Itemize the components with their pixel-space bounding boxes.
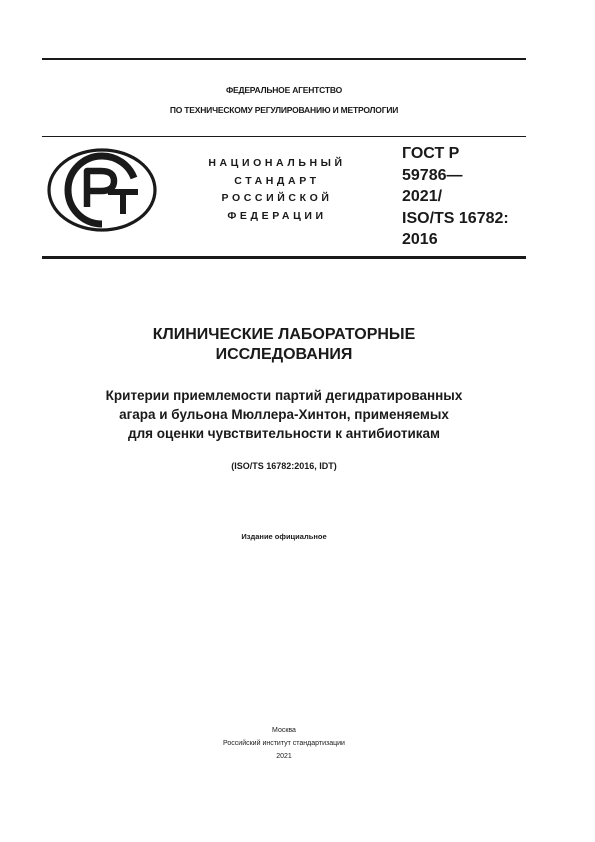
standard-type	[182, 155, 372, 225]
agency-line-1: ФЕДЕРАЛЬНОЕ АГЕНТСТВО	[225, 85, 343, 95]
subtitle-line-3: для оценки чувствительности к антибиотикам	[128, 426, 440, 441]
bottom-rule	[42, 256, 526, 259]
imprint-city: Москва	[272, 727, 296, 734]
title-line-1: КЛИНИЧЕСКИЕ ЛАБОРАТОРНЫЕ	[152, 326, 416, 343]
standard-type-line-3: РОССИЙСКОЙ	[221, 192, 333, 204]
rst-mark-icon	[46, 147, 158, 233]
top-rule	[42, 58, 526, 60]
designation-line-5: 2016	[402, 231, 438, 248]
imprint-publisher: Российский институт стандартизации	[223, 740, 345, 747]
standard-type-line-4: ФЕДЕРАЦИИ	[227, 209, 327, 222]
standard-designation	[402, 143, 532, 251]
document-title	[42, 325, 526, 365]
designation-line-3: 2021/	[402, 188, 443, 205]
agency-line-2: ПО ТЕХНИЧЕСКОМУ РЕГУЛИРОВАНИЮ И МЕТРОЛОГИИ	[169, 105, 399, 115]
document-subtitle	[42, 386, 526, 443]
imprint-year: 2021	[276, 753, 292, 760]
identity-reference: (ISO/TS 16782:2016, IDT)	[231, 461, 337, 471]
edition-note: Издание официальное	[241, 532, 327, 541]
middle-rule	[42, 136, 526, 137]
title-line-2: ИССЛЕДОВАНИЯ	[215, 346, 353, 363]
agency-header	[42, 80, 526, 120]
designation-line-4: ISO/TS 16782:	[402, 209, 509, 227]
subtitle-line-2: агара и бульона Мюллера-Хинтон, применяемых	[119, 407, 449, 422]
subtitle-line-1: Критерии приемлемости партий дегидратированных	[105, 388, 463, 403]
designation-line-1: ГОСТ Р	[402, 145, 460, 162]
standard-type-line-1: НАЦИОНАЛЬНЫЙ	[208, 157, 346, 169]
imprint	[42, 724, 526, 763]
designation-line-2: 59786—	[402, 166, 463, 184]
standard-type-line-2: СТАНДАРТ	[234, 174, 320, 187]
